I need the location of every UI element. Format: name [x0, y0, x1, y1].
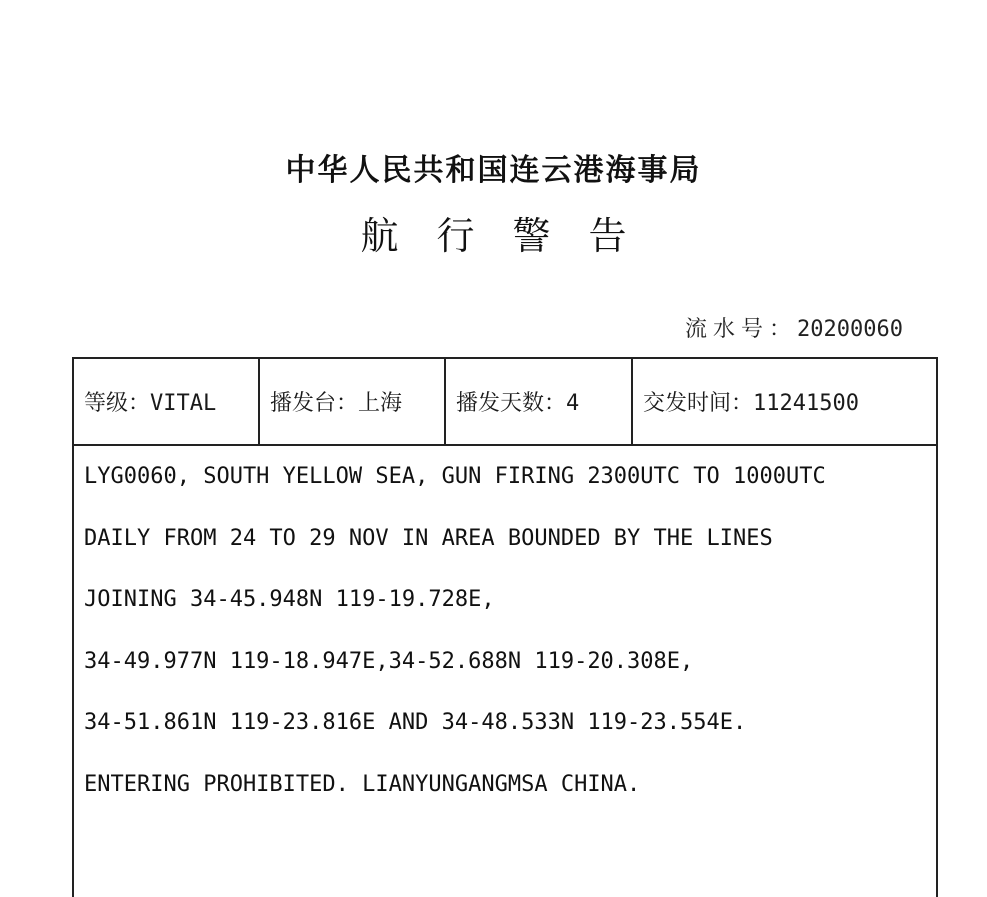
message-line: 34-51.861N 119-23.816E AND 34-48.533N 119-23.554E.	[84, 710, 747, 735]
broadcast-days-cell: 播发天数：4	[444, 359, 631, 444]
station-cell: 播发台：上海	[258, 359, 444, 444]
warning-message	[84, 459, 934, 828]
serial-number: 20200060	[797, 317, 903, 342]
document-title: 航行警告	[360, 214, 665, 258]
serial-number-line	[685, 312, 903, 343]
message-line: LYG0060, SOUTH YELLOW SEA, GUN FIRING 2300UTC TO 1000UTC	[84, 464, 826, 489]
issuing-authority: 中华人民共和国连云港海事局	[285, 153, 702, 188]
message-line: DAILY FROM 24 TO 29 NOV IN AREA BOUNDED BY THE LINES	[84, 525, 773, 551]
message-line: ENTERING PROHIBITED. LIANYUNGANGMSA CHINA.	[84, 771, 641, 797]
issue-time-cell: 交发时间：11241500	[631, 359, 936, 444]
info-row	[74, 359, 936, 446]
warning-form	[72, 357, 938, 897]
message-line: 34-49.977N 119-18.947E,34-52.688N 119-20.308E,	[84, 648, 694, 674]
serial-label: 流水号：	[685, 317, 798, 342]
grade-cell: 等级：VITAL	[84, 391, 217, 416]
message-line: JOINING 34-45.948N 119-19.728E,	[84, 587, 495, 612]
